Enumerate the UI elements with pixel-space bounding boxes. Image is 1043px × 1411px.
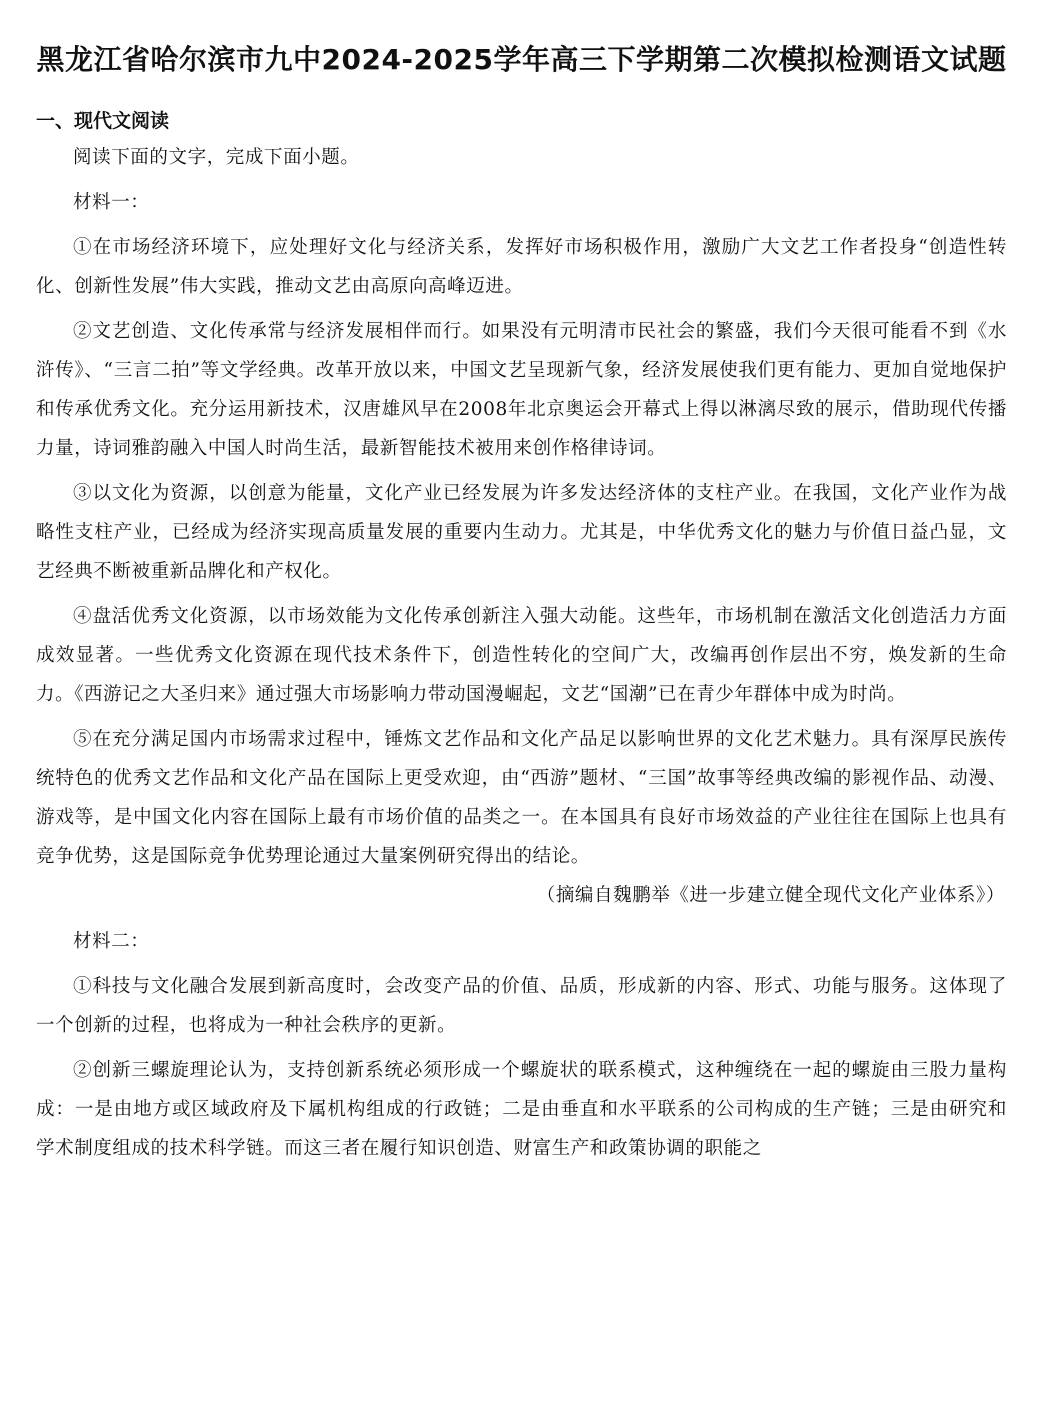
reading-instruction: 阅读下面的文字，完成下面小题。 <box>73 147 360 168</box>
material-one-source: （摘编自魏鹏举《进一步建立健全现代文化产业体系》） <box>536 885 1005 906</box>
section-heading: 一、现代文阅读 <box>36 110 170 132</box>
material-one-paragraph-3: ③以文化为资源，以创意为能量，文化产业已经发展为许多发达经济体的支柱产业。在我国，文化产业作为战略性支柱产业，已经成为经济实现高质量发展的重要内生动力。尤其是，中华优秀文化的魅力与价值日益凸显，文艺经典不断被重新品牌化和产权化。 <box>36 483 1007 582</box>
material-one-paragraph-4: ④盘活优秀文化资源，以市场效能为文化传承创新注入强大动能。这些年，市场机制在激活文化创造活力方面成效显著。一些优秀文化资源在现代技术条件下，创造性转化的空间广大，改编再创作层出不穷，焕发新的生命力。《西游记之大圣归来》通过强大市场影响力带动国漫崛起，文艺“国潮”已在青少年群体中成为时尚。 <box>36 606 1007 705</box>
material-one-paragraph-2: ②文艺创造、文化传承常与经济发展相伴而行。如果没有元明清市民社会的繁盛，我们今天很可能看不到《水浒传》、“三言二拍”等文学经典。改革开放以来，中国文艺呈现新气象，经济发展使我们更有能力、更加自觉地保护和传承优秀文化。充分运用新技术，汉唐雄风早在2008年北京奥运会开幕式上得以淋漓尽致的展示，借助现代传播力量，诗词雅韵融入中国人时尚生活，最新智能技术被用来创作格律诗词。 <box>36 321 1007 459</box>
material-one-paragraph-5: ⑤在充分满足国内市场需求过程中，锤炼文艺作品和文化产品足以影响世界的文化艺术魅力。具有深厚民族传统特色的优秀文艺作品和文化产品在国际上更受欢迎，由“西游”题材、“三国”故事等经典改编的影视作品、动漫、游戏等，是中国文化内容在国际上最有市场价值的品类之一。在本国具有良好市场效益的产业往往在国际上也具有竞争优势，这是国际竞争优势理论通过大量案例研究得出的结论。 <box>36 729 1007 867</box>
material-one-paragraph-1: ①在市场经济环境下，应处理好文化与经济关系，发挥好市场积极作用，激励广大文艺工作者投身“创造性转化、创新性发展”伟大实践，推动文艺由高原向高峰迈进。 <box>36 237 1007 297</box>
material-one-body <box>36 228 1007 876</box>
material-two-paragraph-1: ①科技与文化融合发展到新高度时，会改变产品的价值、品质，形成新的内容、形式、功能与服务。这体现了一个创新的过程，也将成为一种社会秩序的更新。 <box>36 976 1007 1036</box>
material-one-label: 材料一： <box>73 192 150 213</box>
material-two-paragraph-2: ②创新三螺旋理论认为，支持创新系统必须形成一个螺旋状的联系模式，这种缠绕在一起的螺旋由三股力量构成：一是由地方或区域政府及下属机构组成的行政链；二是由垂直和水平联系的公司构成的生产链；三是由研究和学术制度组成的技术科学链。而这三者在履行知识创造、财富生产和政策协调的职能之 <box>36 1060 1007 1159</box>
material-two-body <box>36 967 1007 1168</box>
document-title: 黑龙江省哈尔滨市九中2024-2025学年高三下学期第二次模拟检测语文试题 <box>36 43 1007 76</box>
material-two-label: 材料二： <box>73 931 150 952</box>
